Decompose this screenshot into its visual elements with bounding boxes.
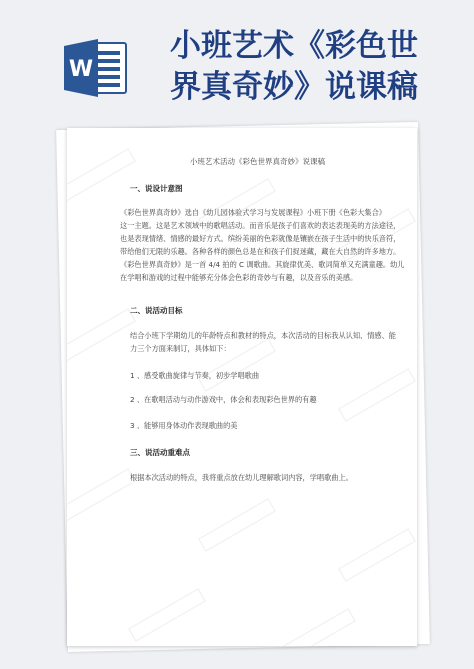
document-page <box>67 128 417 646</box>
section-3-paragraph-1: 根据本次活动的特点，我将重点放在幼儿理解歌词内容，学唱歌曲上。 <box>130 473 353 482</box>
word-document-icon <box>64 39 128 97</box>
goal-item-1: 1 、感受歌曲旋律与节奏，初步学唱歌曲 <box>130 371 260 380</box>
paragraph-line: 这一主题。这是艺术领域中的歌唱活动。而音乐是孩子们喜欢的表达表现美的方法途径， <box>120 221 401 230</box>
section-1-paragraph-1 <box>120 206 405 284</box>
section-3-heading: 三、说活动重难点 <box>130 448 190 457</box>
paragraph-line: 也是表现情绪、情感的最好方式。缤纷美丽的色彩就像是镶嵌在孩子生活中的快乐音符， <box>120 234 401 243</box>
document-title: 小班艺术活动《彩色世界真奇妙》说课稿 <box>190 157 325 166</box>
goal-item-3: 3 、能够用身体动作表现歌曲的美 <box>130 421 238 430</box>
word-logo-letter: W <box>68 57 94 82</box>
paragraph-line: 《彩色世界真奇妙》选自《幼儿园体验式学习与发展课程》小班下册《色彩大集合》 <box>120 208 386 217</box>
page-title <box>170 26 470 108</box>
section-1-heading: 一、说设计意图 <box>130 184 183 193</box>
page-header <box>0 0 474 110</box>
paragraph-line: 结合小班下学期幼儿的年龄特点和教材的特点，本次活动的目标我从认知、情感、能 <box>130 331 396 340</box>
paragraph-line: 《彩色世界真奇妙》是一首 4/4 拍的 C 调歌曲。其旋律优美、歌词简单又充满童趣。幼儿 <box>120 260 405 269</box>
page-title-line-2: 界真奇妙》说课稿 <box>170 69 418 105</box>
section-2-intro <box>130 329 396 355</box>
goal-item-2: 2 、在歌唱活动与动作游戏中，体会和表现彩色世界的有趣 <box>130 395 317 404</box>
paragraph-line: 在学唱和游戏的过程中能够充分体会色彩的奇妙与有趣，以及音乐的美感。 <box>120 273 358 282</box>
page-title-line-1: 小班艺术《彩色世 <box>170 28 418 64</box>
paragraph-line: 力三个方面来制订，具体如下： <box>130 344 231 353</box>
section-2-heading: 二、说活动目标 <box>130 306 183 315</box>
paragraph-line: 带给他们无限的乐趣。各种各样的颜色总是在和孩子们捉迷藏，藏在大自然的许多地方。 <box>120 247 401 256</box>
